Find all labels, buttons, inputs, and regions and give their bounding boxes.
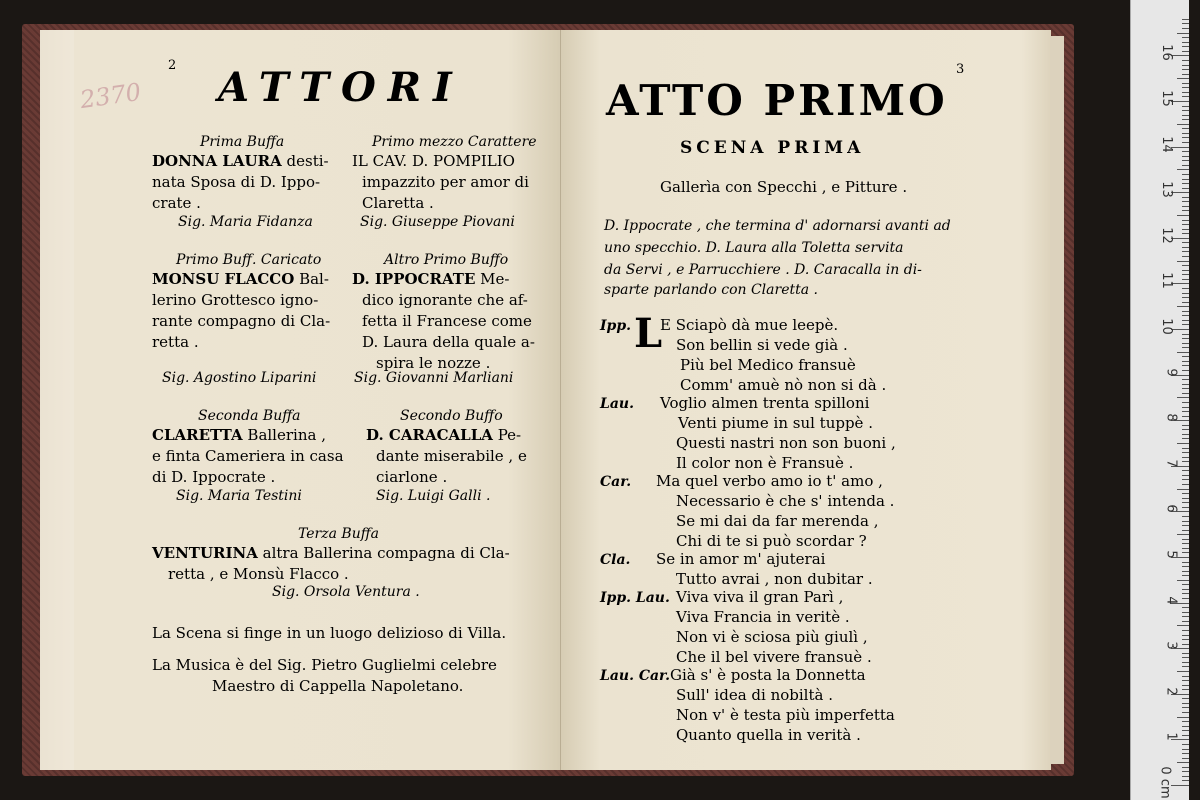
ruler-tick: [1182, 106, 1189, 107]
singer-name: Sig. Orsola Ventura .: [272, 584, 420, 600]
ruler-tick: [1182, 274, 1189, 275]
page-edge-right: [1050, 36, 1064, 764]
singer-name: Sig. Maria Testini: [176, 488, 302, 504]
ruler-tick: [1182, 60, 1189, 61]
stage-direction: uno specchio. D. Laura alla Toletta servita: [604, 240, 904, 256]
role-line: [152, 426, 326, 444]
music-note: Maestro di Cappella Napoletano.: [212, 677, 464, 695]
role-desc: Bal-: [299, 270, 329, 288]
ruler-tick: [1182, 525, 1189, 526]
ruler-tick: [1182, 639, 1189, 640]
role-title: Prima Buffa: [200, 134, 285, 150]
ruler-tick: [1182, 571, 1189, 572]
verse-line: Viva viva il gran Parì ,: [676, 588, 844, 606]
ruler-tick: [1182, 516, 1189, 517]
role-title: Primo Buff. Caricato: [176, 252, 322, 268]
ruler-tick: [1177, 534, 1189, 535]
measurement-ruler: [1130, 0, 1189, 800]
ruler-tick: [1177, 306, 1189, 307]
ruler-tick: [1182, 46, 1189, 47]
role-title: Secondo Buffo: [400, 408, 503, 424]
ruler-tick: [1182, 247, 1189, 248]
speaker-cue: Ipp. Lau.: [600, 590, 670, 606]
ruler-tick: [1182, 498, 1189, 499]
role-desc: Claretta .: [362, 194, 434, 212]
ruler-tick: [1182, 65, 1189, 66]
ruler-label: 10: [1159, 318, 1175, 335]
ruler-tick: [1182, 220, 1189, 221]
ruler-tick: [1177, 78, 1189, 79]
ruler-tick: [1182, 726, 1189, 727]
ruler-tick: [1182, 621, 1189, 622]
verse-line: Sull' idea di nobiltà .: [676, 686, 833, 704]
ruler-tick: [1182, 87, 1189, 88]
ruler-tick: [1182, 630, 1189, 631]
ruler-tick: [1182, 425, 1189, 426]
ruler-tick: [1182, 776, 1189, 777]
ruler-tick: [1177, 169, 1189, 170]
ruler-tick: [1182, 384, 1189, 385]
ruler-tick: [1182, 653, 1189, 654]
role-desc: nata Sposa di D. Ippo-: [152, 173, 321, 191]
ruler-tick: [1182, 416, 1189, 417]
ruler-tick: [1182, 229, 1189, 230]
verse-line: Viva Francia in veritè .: [676, 608, 850, 626]
ruler-tick: [1182, 315, 1189, 316]
ruler-tick: [1182, 666, 1189, 667]
ruler-tick: [1177, 352, 1189, 353]
ruler-tick: [1182, 320, 1189, 321]
role-desc: desti-: [286, 152, 329, 170]
ruler-tick: [1182, 584, 1189, 585]
verse-line: Son bellin si vede già .: [676, 336, 848, 354]
role-line: [366, 426, 521, 444]
ruler-tick: [1182, 42, 1189, 43]
ruler-tick: [1182, 507, 1189, 508]
ruler-tick: [1182, 566, 1189, 567]
ruler-tick: [1182, 233, 1189, 234]
ruler-tick: [1182, 183, 1189, 184]
ruler-tick: [1182, 19, 1189, 20]
scene-title: SCENA PRIMA: [680, 138, 865, 158]
role-title: Seconda Buffa: [198, 408, 301, 424]
singer-name: Sig. Giuseppe Piovani: [360, 214, 515, 230]
ruler-tick: [1182, 548, 1189, 549]
verse-line: Questi nastri non son buoni ,: [676, 434, 896, 452]
page-number-right: 3: [956, 62, 965, 77]
role-desc: dante miserabile , e: [376, 447, 527, 465]
role-line: [152, 270, 329, 288]
ruler-tick: [1182, 142, 1189, 143]
speaker-cue: Ipp.: [600, 318, 632, 334]
ruler-tick: [1182, 302, 1189, 303]
ruler-tick: [1182, 343, 1189, 344]
ruler-tick: [1182, 293, 1189, 294]
ruler-tick: [1177, 33, 1189, 34]
ruler-tick: [1177, 397, 1189, 398]
role-desc: retta .: [152, 333, 199, 351]
ruler-tick: [1182, 552, 1189, 553]
ruler-tick: [1182, 115, 1189, 116]
ruler-tick: [1182, 689, 1189, 690]
ruler-tick: [1182, 479, 1189, 480]
speaker-cue: Cla.: [600, 552, 631, 568]
ruler-tick: [1177, 215, 1189, 216]
speaker-cue: Lau.: [600, 396, 634, 412]
ruler-tick: [1182, 767, 1189, 768]
act-title: ATTO PRIMO: [606, 76, 948, 125]
ruler-tick: [1177, 443, 1189, 444]
ruler-tick: [1182, 461, 1189, 462]
ruler-tick: [1182, 539, 1189, 540]
library-stamp: 2370: [78, 77, 143, 115]
ruler-label: 13: [1159, 181, 1175, 198]
ruler-tick: [1182, 334, 1189, 335]
verse-line: Già s' è posta la Donnetta: [670, 666, 866, 684]
role-title: Altro Primo Buffo: [384, 252, 509, 268]
ruler-tick: [1177, 671, 1189, 672]
speaker-cue: Car.: [600, 474, 632, 490]
ruler-tick: [1182, 224, 1189, 225]
ruler-tick: [1182, 607, 1189, 608]
ruler-tick: [1177, 625, 1189, 626]
ruler-tick: [1182, 361, 1189, 362]
ruler-tick: [1182, 703, 1189, 704]
ruler-tick: [1177, 762, 1189, 763]
ruler-tick: [1182, 28, 1189, 29]
ruler-tick: [1182, 356, 1189, 357]
role-desc: lerino Grottesco igno-: [152, 291, 319, 309]
verse-line: Non vi è sciosa più giulì ,: [676, 628, 868, 646]
ruler-tick: [1182, 616, 1189, 617]
ruler-tick: [1182, 698, 1189, 699]
scene-note: La Scena si finge in un luogo delizioso di Villa.: [152, 624, 507, 642]
verse-line: Tutto avrai , non dubitar .: [676, 570, 873, 588]
ruler-tick: [1182, 288, 1189, 289]
ruler-tick: [1182, 51, 1189, 52]
ruler-tick: [1182, 206, 1189, 207]
ruler-tick: [1182, 411, 1189, 412]
verse-line: Ma quel verbo amo io t' amo ,: [656, 472, 883, 490]
verse-line: Necessario è che s' intenda .: [676, 492, 895, 510]
role-desc: e finta Cameriera in casa: [152, 447, 344, 465]
ruler-tick: [1182, 370, 1189, 371]
ruler-tick: [1182, 438, 1189, 439]
singer-name: Sig. Luigi Galli .: [376, 488, 491, 504]
character-name: CLARETTA: [152, 426, 243, 444]
ruler-tick: [1182, 676, 1189, 677]
ruler-tick: [1182, 758, 1189, 759]
ruler-tick: [1182, 23, 1189, 24]
ruler-tick: [1182, 160, 1189, 161]
verse-line: Non v' è testa più imperfetta: [676, 706, 895, 724]
role-desc: ciarlone .: [376, 468, 448, 486]
ruler-tick: [1182, 452, 1189, 453]
singer-name: Sig. Giovanni Marliani: [354, 370, 514, 386]
ruler-tick: [1182, 721, 1189, 722]
ruler-label: 12: [1159, 227, 1175, 244]
ruler-tick: [1182, 151, 1189, 152]
ruler-tick: [1182, 402, 1189, 403]
ruler-tick: [1182, 388, 1189, 389]
ruler-tick: [1182, 749, 1189, 750]
verse-line: Voglio almen trenta spilloni: [660, 394, 870, 412]
ruler-tick: [1182, 92, 1189, 93]
ruler-label: 16: [1159, 44, 1175, 62]
role-line: [152, 152, 329, 170]
ruler-tick: [1182, 119, 1189, 120]
verse-line: Se mi dai da far merenda ,: [676, 512, 879, 530]
ruler-label: 9: [1163, 367, 1179, 377]
role-desc: altra Ballerina compagna di Cla-: [262, 544, 510, 562]
ruler-tick: [1182, 470, 1189, 471]
ruler-tick: [1182, 521, 1189, 522]
stage-direction: sparte parlando con Claretta .: [604, 282, 818, 298]
ruler-tick: [1177, 124, 1189, 125]
ruler-tick: [1182, 612, 1189, 613]
character-name: D. IPPOCRATE: [352, 270, 476, 288]
ruler-tick: [1177, 580, 1189, 581]
ruler-tick: [1182, 37, 1189, 38]
ruler-tick: [1182, 407, 1189, 408]
ruler-tick: [1182, 324, 1189, 325]
role-desc: dico ignorante che af-: [362, 291, 528, 309]
ruler-tick: [1182, 270, 1189, 271]
singer-name: Sig. Maria Fidanza: [178, 214, 313, 230]
ruler-tick: [1182, 562, 1189, 563]
drop-cap: L: [634, 310, 663, 357]
verse-line: Comm' amuè nò non si dà .: [680, 376, 887, 394]
verse-line: Più bel Medico fransuè: [680, 356, 856, 374]
ruler-tick: [1182, 593, 1189, 594]
role-title: Terza Buffa: [298, 526, 379, 542]
role-desc: Pe-: [497, 426, 522, 444]
ruler-tick: [1182, 69, 1189, 70]
ruler-label: 1: [1163, 732, 1179, 742]
ruler-tick: [1177, 717, 1189, 718]
verse-line: Quanto quella in verità .: [676, 726, 861, 744]
ruler-tick: [1182, 338, 1189, 339]
ruler-tick: [1182, 543, 1189, 544]
ruler-tick: [1182, 735, 1189, 736]
stage-direction: D. Ippocrate , che termina d' adornarsi avanti ad: [604, 218, 951, 234]
character-name: DONNA LAURA: [152, 152, 282, 170]
ruler-tick: [1182, 256, 1189, 257]
ruler-label: 7: [1163, 459, 1179, 468]
ruler-tick: [1182, 379, 1189, 380]
ruler-tick: [1182, 265, 1189, 266]
character-name: D. CARACALLA: [366, 426, 493, 444]
role-desc: Ballerina ,: [247, 426, 326, 444]
ruler-tick: [1182, 347, 1189, 348]
ruler-label: 2: [1163, 687, 1179, 696]
role-desc: D. Laura della quale a-: [362, 333, 535, 351]
ruler-label: 3: [1163, 641, 1179, 650]
ruler-tick: [1182, 188, 1189, 189]
singer-name: Sig. Agostino Liparini: [162, 370, 317, 386]
role-line: [152, 544, 510, 562]
ruler-tick: [1182, 680, 1189, 681]
page-edge: [40, 30, 74, 770]
ruler-label: 14: [1159, 135, 1175, 153]
role-desc: retta , e Monsù Flacco .: [168, 565, 349, 583]
ruler-tick: [1182, 744, 1189, 745]
ruler-tick: [1182, 657, 1189, 658]
character-name: IL CAV. D. POMPILIO: [352, 152, 515, 170]
role-desc: rante compagno di Cla-: [152, 312, 331, 330]
page-number-left: 2: [168, 58, 177, 73]
ruler-tick: [1182, 457, 1189, 458]
ruler-tick: [1182, 110, 1189, 111]
ruler-tick: [1171, 785, 1189, 786]
ruler-tick: [1182, 434, 1189, 435]
ruler-tick: [1182, 133, 1189, 134]
ruler-label: 11: [1159, 272, 1175, 290]
ruler-tick: [1182, 156, 1189, 157]
ruler-tick: [1182, 365, 1189, 366]
ruler-tick: [1182, 251, 1189, 252]
ruler-tick: [1182, 707, 1189, 708]
ruler-tick: [1182, 771, 1189, 772]
speaker-cue: Lau. Car.: [600, 668, 671, 684]
ruler-tick: [1182, 201, 1189, 202]
role-title: Primo mezzo Carattere: [372, 134, 537, 150]
ruler-tick: [1182, 96, 1189, 97]
ruler-tick: [1182, 730, 1189, 731]
stage-direction: da Servi , e Parrucchiere . D. Caracalla in di-: [604, 262, 922, 278]
ruler-tick: [1182, 484, 1189, 485]
ruler-tick: [1182, 780, 1189, 781]
ruler-tick: [1182, 753, 1189, 754]
ruler-tick: [1182, 165, 1189, 166]
ruler-tick: [1182, 448, 1189, 449]
ruler-tick: [1182, 311, 1189, 312]
role-desc: fetta il Francese come: [362, 312, 532, 330]
ruler-tick: [1182, 297, 1189, 298]
ruler-tick: [1182, 210, 1189, 211]
verse-line: Venti piume in sul tuppè .: [678, 414, 873, 432]
ruler-tick: [1182, 197, 1189, 198]
verse-line: Il color non è Fransuè .: [676, 454, 854, 472]
ruler-tick: [1182, 475, 1189, 476]
ruler-tick: [1182, 279, 1189, 280]
character-name: VENTURINA: [152, 544, 258, 562]
ruler-tick: [1182, 83, 1189, 84]
ruler-label: 4: [1163, 595, 1179, 605]
ruler-tick: [1182, 179, 1189, 180]
ruler-tick: [1182, 502, 1189, 503]
ruler-tick: [1182, 635, 1189, 636]
ruler-tick: [1182, 685, 1189, 686]
role-desc: Me-: [480, 270, 510, 288]
page-title-attori: ATTORI: [218, 64, 464, 111]
ruler-label: 15: [1159, 90, 1175, 107]
ruler-tick: [1182, 128, 1189, 129]
ruler-label: 5: [1163, 550, 1179, 559]
ruler-tick: [1182, 712, 1189, 713]
ruler-label: 6: [1163, 504, 1179, 514]
character-name: MONSU FLACCO: [152, 270, 295, 288]
role-desc: di D. Ippocrate .: [152, 468, 276, 486]
ruler-tick: [1177, 489, 1189, 490]
ruler-tick: [1182, 74, 1189, 75]
role-line: [352, 270, 509, 288]
ruler-label: 0 cm: [1157, 766, 1173, 799]
ruler-tick: [1182, 429, 1189, 430]
verse-line: Se in amor m' ajuterai: [656, 550, 826, 568]
ruler-tick: [1182, 137, 1189, 138]
music-note: La Musica è del Sig. Pietro Guglielmi celebre: [152, 656, 497, 674]
ruler-tick: [1177, 261, 1189, 262]
scene-setting: Gallerìa con Specchi , e Pitture .: [660, 178, 908, 196]
ruler-tick: [1182, 393, 1189, 394]
ruler-tick: [1182, 242, 1189, 243]
ruler-tick: [1182, 644, 1189, 645]
verse-line: Chi di te si può scordar ?: [676, 532, 867, 550]
ruler-tick: [1182, 575, 1189, 576]
ruler-tick: [1182, 662, 1189, 663]
ruler-tick: [1182, 493, 1189, 494]
ruler-tick: [1182, 530, 1189, 531]
role-desc: impazzito per amor di: [362, 173, 529, 191]
role-desc: crate .: [152, 194, 201, 212]
ruler-tick: [1182, 589, 1189, 590]
verse-line: Che il bel vivere fransuè .: [676, 648, 872, 666]
ruler-label: 8: [1163, 413, 1179, 422]
role-desc: spira le nozze .: [376, 354, 491, 372]
ruler-tick: [1182, 598, 1189, 599]
verse-line: E Sciapò dà mue leepè.: [660, 316, 839, 334]
ruler-tick: [1182, 174, 1189, 175]
